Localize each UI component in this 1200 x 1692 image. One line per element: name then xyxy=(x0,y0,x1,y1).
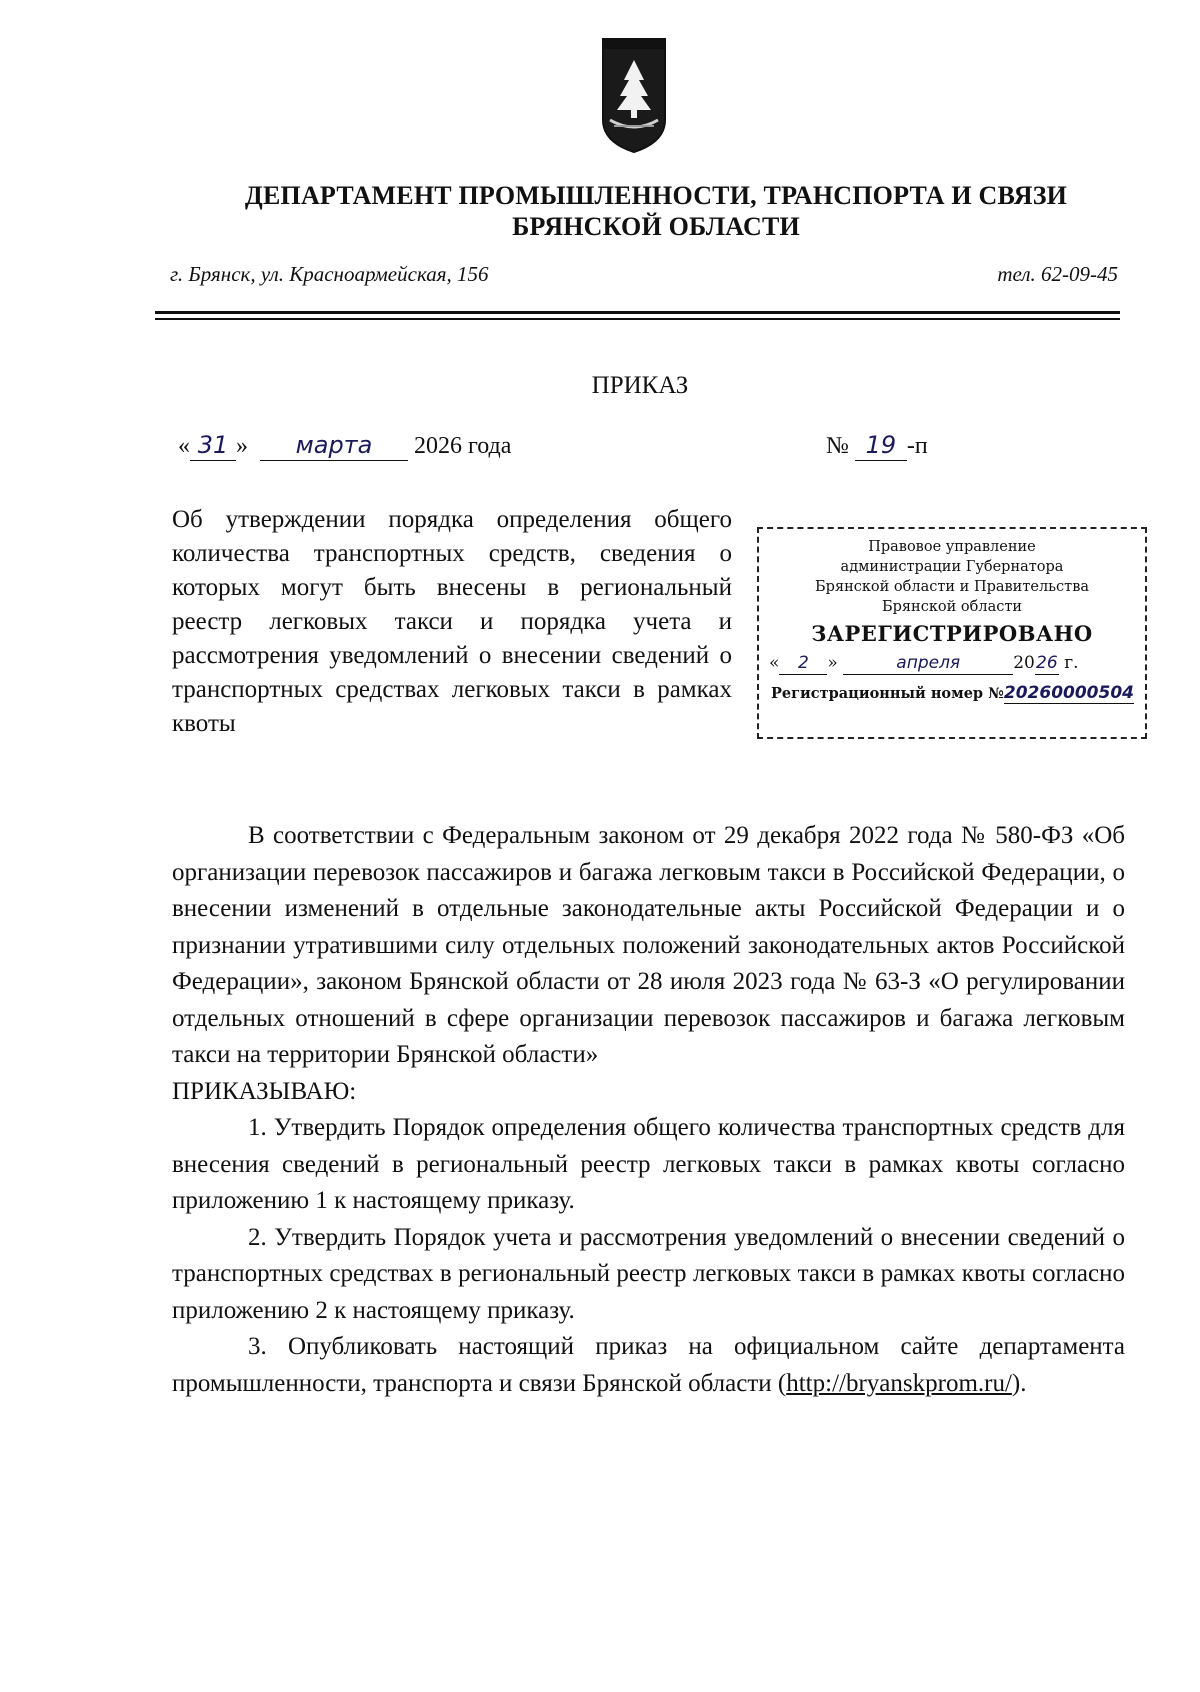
date-open-quote: « xyxy=(178,433,190,459)
item-3-end: ). xyxy=(1011,1369,1027,1397)
header-rule-thin xyxy=(155,318,1120,320)
number-suffix: -п xyxy=(906,433,928,459)
stamp-org-line-1: Правовое управление xyxy=(868,539,1036,555)
item-3-text: 3. Опубликовать настоящий приказ на официальном сайте департамента промышленности, транспорта и связи Брянской области ( xyxy=(172,1333,1125,1397)
number-prefix: № xyxy=(826,433,849,459)
order-item-3 xyxy=(172,1329,1125,1402)
order-word: ПРИКАЗЫВАЮ: xyxy=(172,1077,357,1105)
date-day: 31 xyxy=(190,430,236,461)
stamp-org-line-2: администрации Губернатора xyxy=(840,559,1064,575)
order-item-1: 1. Утвердить Порядок определения общего количества транспортных средств для внесения сведений в региональный реестр легковых такси в рамках квоты согласно приложению 1 к настоящему приказу. xyxy=(172,1114,1125,1214)
number-value: 19 xyxy=(855,430,907,461)
order-title: ПРИКАЗ xyxy=(591,372,689,399)
header-rule-thick xyxy=(155,311,1120,314)
stamp-year-suffix: 26 xyxy=(1036,653,1058,673)
date-year: 2026 года xyxy=(414,433,512,459)
order-number xyxy=(826,430,928,461)
stamp-year-unit: г. xyxy=(1064,653,1079,673)
department-line-1: ДЕПАРТАМЕНТ ПРОМЫШЛЕННОСТИ, ТРАНСПОРТА И СВЯЗИ xyxy=(244,181,1068,210)
address: г. Брянск, ул. Красноармейская, 156 xyxy=(170,262,489,286)
date-month: марта xyxy=(260,430,408,461)
stamp-open-quote: « xyxy=(769,653,780,673)
coat-of-arms-icon xyxy=(602,38,666,154)
preamble: В соответствии с Федеральным законом от 29 декабря 2022 года № 580-ФЗ «Об организации перевозок пассажиров и багажа легковым такси в Российской Федерации, о внесении изменений в отдельные законодательные акты Российской Федерации и о признании утратившими силу отдельных положений законодательных актов Российской Федерации», законом Брянской области от 28 июля 2023 года № 63-З «О регулировании отдельных отношений в сфере организации перевозок пассажиров и багажа легковым такси на территории Брянской области» xyxy=(172,822,1125,1068)
department-title xyxy=(0,180,1200,242)
contact-line xyxy=(170,262,1118,287)
stamp-close-quote: » xyxy=(827,653,838,673)
stamp-registered: ЗАРЕГИСТРИРОВАНО xyxy=(811,621,1093,646)
stamp-org-line-4: Брянской области xyxy=(881,599,1023,615)
stamp-date xyxy=(759,652,1145,675)
stamp-org-line-3: Брянской области и Правительства xyxy=(815,579,1089,595)
order-body xyxy=(172,818,1125,1402)
stamp-reg-number: 20260000504 xyxy=(1003,683,1134,703)
stamp-reg-label: Регистрационный номер № xyxy=(771,685,1004,702)
date-close-quote: » xyxy=(236,433,248,459)
order-date xyxy=(178,430,511,461)
stamp-year-prefix: 20 xyxy=(1013,653,1035,673)
department-line-2: БРЯНСКОЙ ОБЛАСТИ xyxy=(512,212,800,241)
stamp-registration-number xyxy=(759,683,1145,704)
stamp-day: 2 xyxy=(779,652,827,675)
stamp-month: апреля xyxy=(843,652,1013,675)
order-item-2: 2. Утвердить Порядок учета и рассмотрения уведомлений о внесении сведений о транспортных средствах в региональный реестр легковых такси в рамках квоты согласно приложению 2 к настоящему приказу. xyxy=(172,1223,1125,1324)
registration-stamp xyxy=(757,527,1147,739)
website-link[interactable]: http://bryanskprom.ru/ xyxy=(786,1369,1012,1397)
stamp-organization xyxy=(759,537,1145,617)
phone: тел. 62-09-45 xyxy=(997,262,1118,286)
order-subject: Об утверждении порядка определения общего количества транспортных средств, сведения о которых могут быть внесены в региональный реестр легковых такси и порядка учета и рассмотрения уведомлений о внесении сведений о транспортных средствах легковых такси в рамках квоты xyxy=(172,506,732,737)
